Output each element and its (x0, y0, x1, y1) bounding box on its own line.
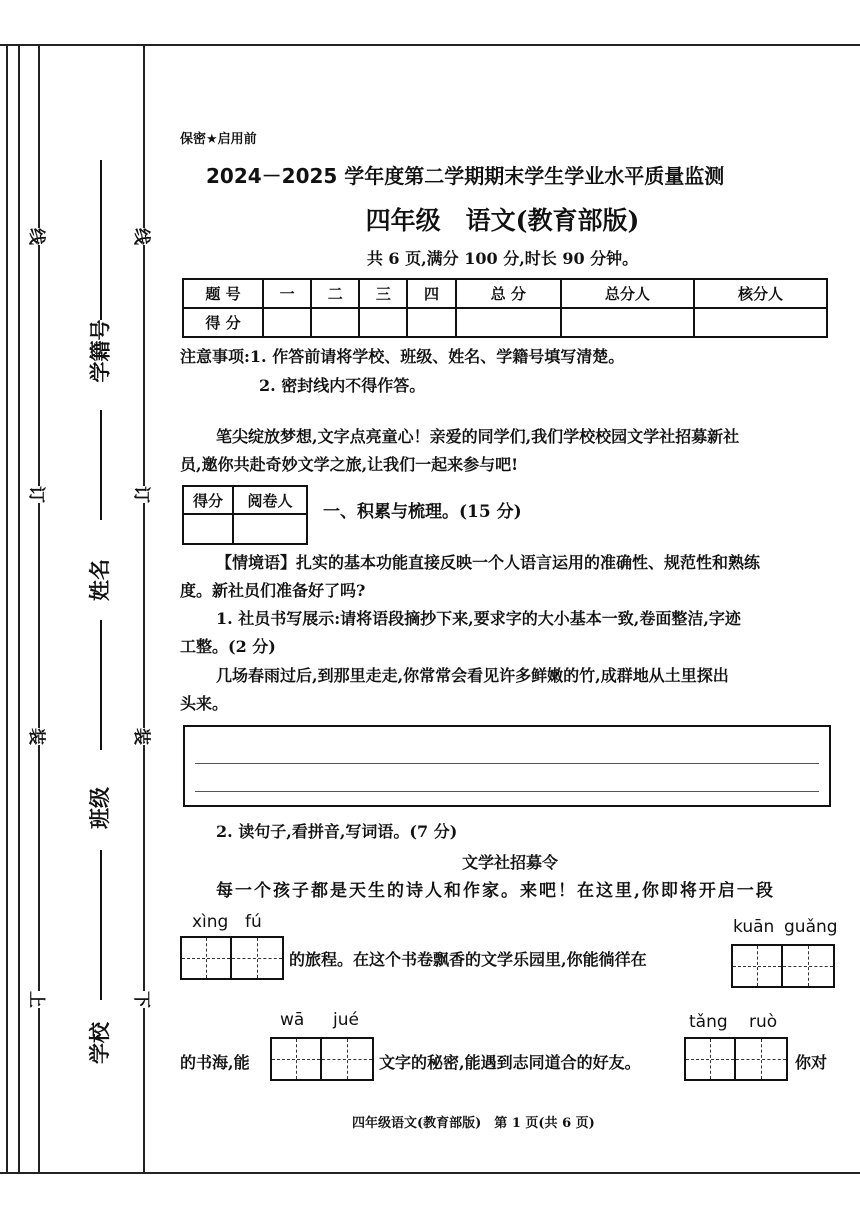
grader-name-label: 阅卷人 (233, 486, 307, 514)
question-2-text: 文字的秘密,能遇到志同道合的好友。 (379, 1053, 641, 1072)
score-cell[interactable] (456, 308, 561, 337)
question-1-line: 1. 社员书写展示:请将语段摘抄下来,要求字的大小基本一致,卷面整洁,字迹 (216, 609, 741, 628)
notice (180, 342, 624, 372)
student-id-line[interactable] (100, 160, 102, 320)
secret-label: 保密★启用前 (180, 132, 257, 147)
binding-char-zhuang: 装 (129, 728, 158, 745)
character-grid[interactable] (731, 944, 835, 988)
context-line: 度。新社员们准备好了吗? (180, 581, 366, 600)
score-cell[interactable] (311, 308, 359, 337)
class-line[interactable] (100, 620, 102, 750)
binding-char-xian: 线 (129, 228, 158, 245)
score-table-header-row (183, 279, 827, 308)
character-cell[interactable] (733, 946, 783, 986)
table-cell: 四 (407, 279, 455, 308)
grader-score-cell[interactable] (183, 514, 233, 544)
school-label: 学校 (88, 1022, 112, 1064)
passage-line: 头来。 (180, 694, 229, 713)
student-id-label: 学籍号 (88, 319, 113, 383)
pinyin: kuān (733, 917, 775, 937)
bottom-border (0, 1172, 860, 1174)
score-cell[interactable] (263, 308, 311, 337)
binding-char-zhuang: 装 (24, 728, 53, 745)
notice-item: 2. 密封线内不得作答。 (259, 376, 426, 395)
score-table-score-row (183, 308, 827, 337)
table-cell: 三 (359, 279, 407, 308)
table-cell: 总分人 (561, 279, 694, 308)
character-cell[interactable] (736, 1039, 786, 1079)
character-grid[interactable] (684, 1037, 788, 1081)
exam-subtitle: 四年级 语文(教育部版) (365, 206, 640, 235)
table-cell: 得 分 (183, 308, 263, 337)
table-cell: 核分人 (694, 279, 827, 308)
pinyin: wā (280, 1010, 305, 1030)
character-grid[interactable] (180, 936, 284, 980)
passage-line: 几场春雨过后,到那里走走,你常常会看见许多鲜嫩的竹,成群地从土里探出 (216, 666, 729, 685)
exam-title: 2024－2025 学年度第二学期期末学生学业水平质量监测 (206, 164, 725, 188)
intro-line: 员,邀你共赴奇妙文学之旅,让我们一起来参与吧! (180, 455, 519, 474)
name-line[interactable] (100, 410, 102, 520)
exam-info: 共 6 页,满分 100 分,时长 90 分钟。 (366, 249, 639, 268)
section-title: 一、积累与梳理。(15 分) (323, 502, 522, 522)
class-label: 班级 (88, 787, 112, 829)
intro-line: 笔尖绽放梦想,文字点亮童心！亲爱的同学们,我们学校校园文学社招募新社 (216, 427, 740, 446)
context-line: 【情境语】扎实的基本功能直接反映一个人语言运用的准确性、规范性和熟练 (216, 553, 761, 572)
notice-label: 注意事项: (180, 347, 250, 366)
question-2-heading: 文学社招募令 (461, 853, 558, 872)
character-cell[interactable] (686, 1039, 736, 1079)
table-cell: 题 号 (183, 279, 263, 308)
name-label: 姓名 (88, 559, 112, 601)
pinyin: fú (245, 912, 262, 932)
binding-char-xia: 下 (129, 991, 158, 1008)
pinyin: jué (333, 1010, 359, 1030)
character-cell[interactable] (783, 946, 833, 986)
table-cell: 一 (263, 279, 311, 308)
question-2-title: 2. 读句子,看拼音,写词语。(7 分) (216, 822, 458, 841)
writing-line (195, 763, 819, 764)
character-cell[interactable] (272, 1039, 322, 1079)
notice-item: 1. 作答前请将学校、班级、姓名、学籍号填写清楚。 (249, 347, 625, 366)
question-1-line: 工整。(2 分) (180, 637, 276, 656)
binding-char-ding: 订 (129, 486, 158, 503)
table-cell: 总 分 (456, 279, 561, 308)
handwriting-box[interactable] (183, 725, 831, 807)
character-cell[interactable] (232, 938, 282, 978)
pinyin: ruò (749, 1012, 778, 1032)
grader-name-cell[interactable] (233, 514, 307, 544)
character-cell[interactable] (182, 938, 232, 978)
character-cell[interactable] (322, 1039, 372, 1079)
score-table (182, 278, 828, 338)
grader-table (182, 485, 308, 545)
binding-char-xian: 线 (24, 228, 53, 245)
pinyin: xìng (192, 912, 229, 932)
pinyin: tǎng (689, 1012, 728, 1032)
score-cell[interactable] (359, 308, 407, 337)
question-2-text: 的旅程。在这个书卷飘香的文学乐园里,你能徜徉在 (289, 950, 647, 969)
binding-char-ding: 订 (24, 486, 53, 503)
character-grid[interactable] (270, 1037, 374, 1081)
score-cell[interactable] (561, 308, 694, 337)
score-cell[interactable] (694, 308, 827, 337)
grader-score-label: 得分 (183, 486, 233, 514)
page-footer: 四年级语文(教育部版) 第 1 页(共 6 页) (352, 1116, 595, 1131)
score-cell[interactable] (407, 308, 455, 337)
top-border (0, 44, 860, 46)
pinyin: guǎng (784, 917, 838, 937)
question-2-text: 的书海,能 (180, 1053, 250, 1072)
binding-char-shang: 上 (24, 991, 53, 1008)
question-2-line: 每一个孩子都是天生的诗人和作家。来吧！在这里,你即将开启一段 (216, 881, 775, 901)
writing-line (195, 791, 819, 792)
table-cell: 二 (311, 279, 359, 308)
question-2-text: 你对 (795, 1053, 828, 1072)
